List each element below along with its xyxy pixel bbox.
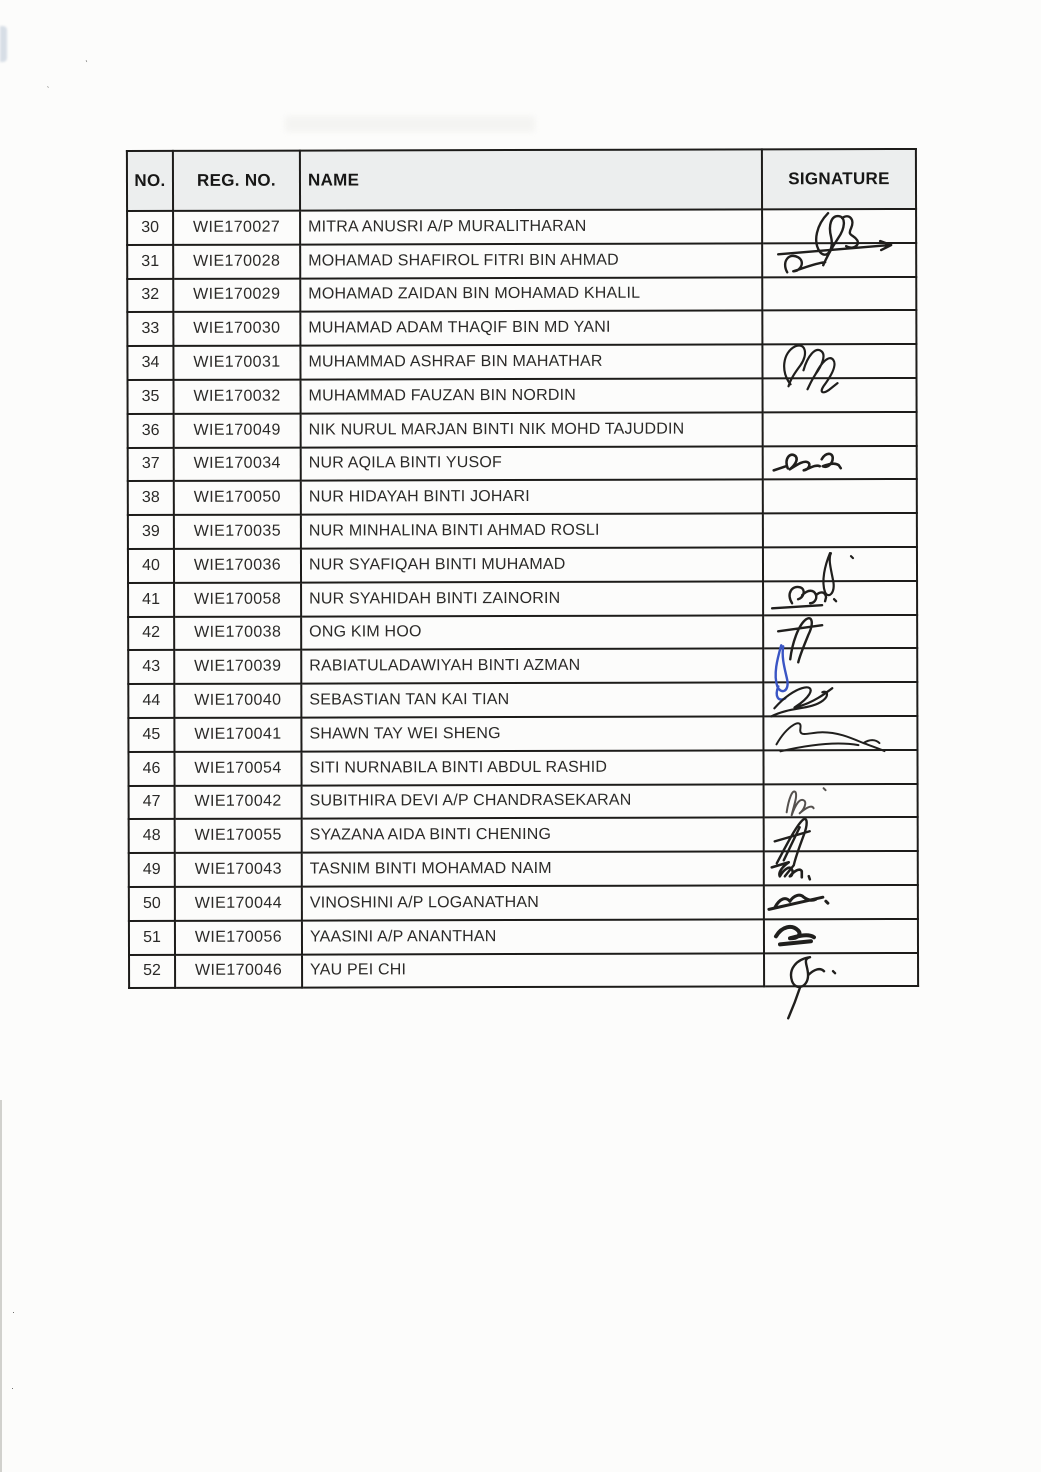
table-body [127, 209, 918, 988]
cell-name: NUR SYAFIQAH BINTI MUHAMAD [301, 547, 763, 582]
cell-no: 38 [128, 481, 174, 515]
cell-name: MUHAMMAD FAUZAN BIN NORDIN [301, 378, 763, 413]
signature-ink [766, 683, 916, 715]
cell-reg-no: WIE170028 [173, 244, 300, 278]
cell-name: MUHAMMAD ASHRAF BIN MAHATHAR [300, 345, 762, 380]
signature-ink [767, 785, 917, 817]
cell-signature [764, 851, 918, 885]
cell-name: NUR HIDAYAH BINTI JOHARI [301, 480, 763, 515]
cell-no: 51 [129, 921, 175, 955]
table-row [127, 277, 916, 313]
table-row [128, 412, 917, 448]
cell-signature [764, 885, 918, 919]
cell-reg-no: WIE170031 [173, 346, 300, 380]
scan-speck: ` [82, 58, 89, 70]
cell-reg-no: WIE170030 [173, 312, 300, 346]
signature-ink [767, 852, 917, 884]
cell-no: 37 [128, 447, 174, 481]
cell-signature [762, 243, 916, 277]
cell-reg-no: WIE170039 [174, 650, 301, 684]
cell-reg-no: WIE170038 [174, 616, 301, 650]
cell-signature [763, 750, 917, 784]
table-row [128, 513, 917, 549]
cell-reg-no: WIE170056 [175, 920, 302, 954]
cell-no: 48 [129, 819, 175, 853]
cell-name: TASNIM BINTI MOHAMAD NAIM [302, 852, 764, 887]
cell-reg-no: WIE170050 [174, 481, 301, 515]
cell-name: YAASINI A/P ANANTHAN [302, 919, 764, 954]
table-row [128, 547, 917, 583]
table-row [128, 581, 917, 617]
table-row [129, 817, 918, 853]
cell-signature [764, 817, 918, 851]
cell-reg-no: WIE170029 [173, 278, 300, 312]
cell-name: ONG KIM HOO [301, 615, 763, 650]
cell-signature [763, 648, 917, 682]
column-header-signature: SIGNATURE [762, 149, 916, 209]
cell-name: MUHAMAD ADAM THAQIF BIN MD YANI [300, 311, 762, 346]
table-row [129, 919, 918, 955]
table-header-row [127, 149, 916, 211]
scan-smudge [285, 116, 535, 132]
cell-no: 41 [128, 583, 174, 617]
scan-edge-line [0, 1100, 2, 1472]
table-row [128, 750, 917, 786]
attendance-table [126, 148, 919, 989]
cell-signature [764, 784, 918, 818]
cell-signature [762, 344, 916, 378]
cell-no: 52 [129, 954, 175, 988]
cell-no: 30 [127, 211, 173, 245]
cell-signature [763, 479, 917, 513]
cell-name: MITRA ANUSRI A/P MURALITHARAN [300, 209, 762, 244]
cell-reg-no: WIE170054 [174, 751, 301, 785]
cell-no: 36 [128, 414, 174, 448]
cell-reg-no: WIE170036 [174, 549, 301, 583]
cell-reg-no: WIE170046 [175, 954, 302, 988]
signature-ink [766, 616, 916, 648]
scan-speck: ˋ [46, 84, 51, 96]
cell-no: 39 [128, 515, 174, 549]
cell-name: SUBITHIRA DEVI A/P CHANDRASEKARAN [302, 784, 764, 819]
cell-name: NUR MINHALINA BINTI AHMAD ROSLI [301, 514, 763, 549]
cell-no: 45 [128, 718, 174, 752]
cell-name: SITI NURNABILA BINTI ABDUL RASHID [301, 750, 763, 785]
cell-reg-no: WIE170032 [174, 380, 301, 414]
cell-name: MOHAMAD ZAIDAN BIN MOHAMAD KHALIL [300, 277, 762, 312]
cell-reg-no: WIE170041 [174, 718, 301, 752]
cell-signature [764, 919, 918, 953]
cell-reg-no: WIE170043 [175, 853, 302, 887]
scan-smudge [0, 26, 7, 62]
table-row [128, 446, 917, 482]
cell-signature [763, 446, 917, 480]
cell-name: RABIATULADAWIYAH BINTI AZMAN [301, 649, 763, 684]
table-row [128, 615, 917, 651]
scan-speck: · [12, 1307, 15, 1317]
cell-reg-no: WIE170034 [174, 447, 301, 481]
cell-no: 49 [129, 853, 175, 887]
cell-reg-no: WIE170040 [174, 684, 301, 718]
cell-no: 40 [128, 549, 174, 583]
cell-no: 47 [129, 785, 175, 819]
table-row [129, 851, 918, 887]
table-row [129, 952, 918, 988]
table-row [128, 682, 917, 718]
cell-no: 33 [127, 312, 173, 346]
cell-reg-no: WIE170055 [175, 819, 302, 853]
cell-no: 42 [128, 616, 174, 650]
cell-no: 31 [127, 245, 173, 279]
cell-reg-no: WIE170027 [173, 211, 300, 245]
cell-signature [763, 615, 917, 649]
signature-ink [767, 818, 917, 850]
cell-no: 43 [128, 650, 174, 684]
cell-reg-no: WIE170049 [174, 413, 301, 447]
cell-no: 35 [128, 380, 174, 414]
cell-reg-no: WIE170044 [175, 887, 302, 921]
signature-ink [767, 920, 917, 952]
column-header-no: NO. [127, 151, 173, 211]
cell-name: SYAZANA AIDA BINTI CHENING [302, 818, 764, 853]
cell-reg-no: WIE170042 [175, 785, 302, 819]
table-row [127, 243, 916, 279]
cell-signature [763, 716, 917, 750]
cell-name: NIK NURUL MARJAN BINTI NIK MOHD TAJUDDIN [301, 412, 763, 447]
column-header-reg-no: REG. NO. [173, 151, 300, 211]
cell-name: NUR AQILA BINTI YUSOF [301, 446, 763, 481]
cell-signature [763, 682, 917, 716]
cell-reg-no: WIE170035 [174, 515, 301, 549]
cell-reg-no: WIE170058 [174, 582, 301, 616]
cell-signature [763, 378, 917, 412]
cell-name: MOHAMAD SHAFIROL FITRI BIN AHMAD [300, 243, 762, 278]
table-row [128, 716, 917, 752]
table-row [129, 784, 918, 820]
cell-name: NUR SYAHIDAH BINTI ZAINORIN [301, 581, 763, 616]
signature-ink [765, 210, 915, 242]
signature-ink [766, 582, 916, 614]
cell-signature [762, 310, 916, 344]
cell-no: 34 [127, 346, 173, 380]
cell-signature [763, 581, 917, 615]
signature-ink [767, 886, 917, 918]
signature-ink [766, 548, 916, 580]
column-header-name: NAME [300, 149, 762, 210]
cell-signature [763, 547, 917, 581]
signature-ink [765, 345, 915, 377]
cell-signature [764, 952, 918, 986]
table-row [127, 310, 916, 346]
cell-no: 46 [128, 752, 174, 786]
cell-no: 50 [129, 887, 175, 921]
scan-speck: · [11, 1383, 14, 1393]
table-row [128, 648, 917, 684]
signature-ink [767, 953, 917, 985]
signature-ink [766, 649, 916, 681]
cell-name: SHAWN TAY WEI SHENG [301, 716, 763, 751]
table-row [128, 479, 917, 515]
signature-ink [766, 717, 916, 749]
cell-no: 44 [128, 684, 174, 718]
table-row [127, 344, 916, 380]
signature-ink [766, 447, 916, 479]
cell-name: SEBASTIAN TAN KAI TIAN [301, 683, 763, 718]
cell-no: 32 [127, 279, 173, 313]
cell-signature [763, 513, 917, 547]
cell-signature [762, 277, 916, 311]
table-row [129, 885, 918, 921]
cell-name: YAU PEI CHI [302, 953, 764, 988]
cell-signature [763, 412, 917, 446]
table-row [128, 378, 917, 414]
cell-name: VINOSHINI A/P LOGANATHAN [302, 885, 764, 920]
cell-signature [762, 209, 916, 243]
table-row [127, 209, 916, 245]
